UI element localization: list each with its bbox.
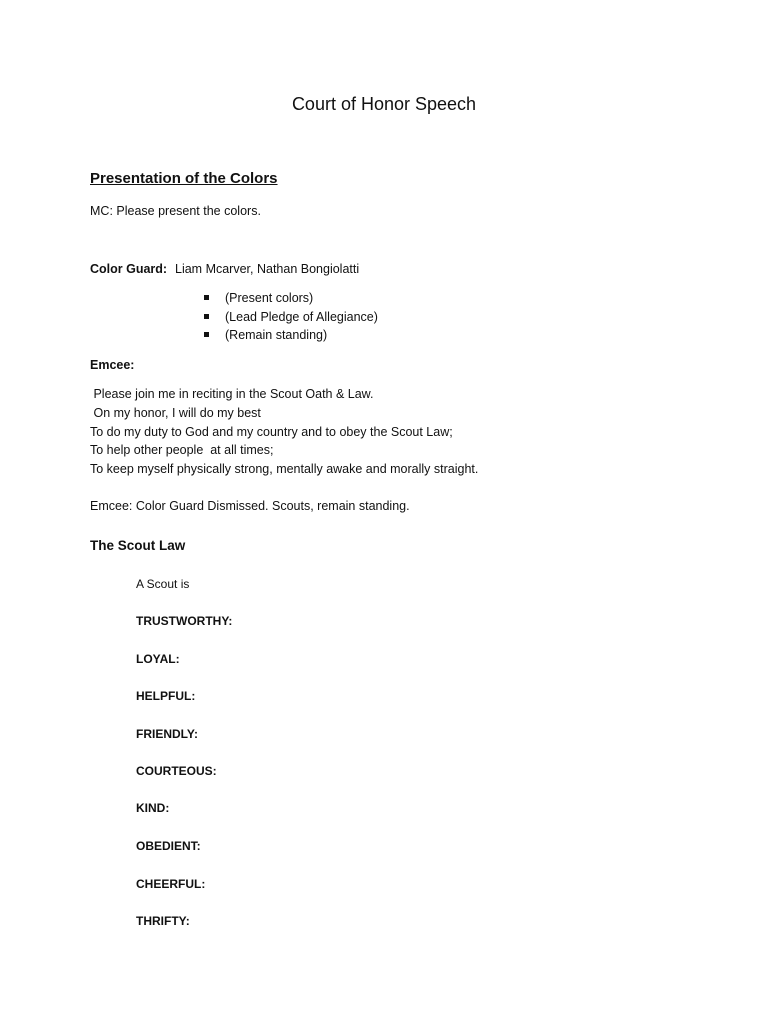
bullet-item xyxy=(204,310,378,324)
scout-law-item: OBEDIENT: xyxy=(136,839,201,853)
scout-law-item: HELPFUL: xyxy=(136,689,196,703)
scout-law-intro: A Scout is xyxy=(136,577,190,591)
dismissal-line: Emcee: Color Guard Dismissed. Scouts, remain standing. xyxy=(90,499,410,513)
bullet-text: (Lead Pledge of Allegiance) xyxy=(225,310,378,324)
bullet-text: (Remain standing) xyxy=(225,328,328,342)
scout-law-item: LOYAL: xyxy=(136,652,180,666)
bullet-marker xyxy=(204,332,209,337)
oath-line: To help other people at all times; xyxy=(90,443,274,457)
scout-law-item: TRUSTWORTHY: xyxy=(136,614,233,628)
bullet-marker xyxy=(204,295,209,300)
document-title: Court of Honor Speech xyxy=(291,94,477,114)
scout-law-heading: The Scout Law xyxy=(90,538,186,553)
section-heading-presentation: Presentation of the Colors xyxy=(90,170,278,187)
bullet-item xyxy=(204,328,327,342)
oath-line: On my honor, I will do my best xyxy=(90,406,261,420)
mc-line: MC: Please present the colors. xyxy=(90,204,261,218)
scout-law-item: FRIENDLY: xyxy=(136,727,199,741)
oath-line: Please join me in reciting in the Scout Oath & Law. xyxy=(90,387,374,401)
color-guard-label: Color Guard: xyxy=(90,262,168,276)
emcee-label: Emcee: xyxy=(90,358,135,372)
scout-law-item: KIND: xyxy=(136,801,170,815)
oath-line: To do my duty to God and my country and to obey the Scout Law; xyxy=(90,425,453,439)
bullet-item xyxy=(204,291,313,305)
scout-law-item: CHEERFUL: xyxy=(136,877,206,891)
bullet-marker xyxy=(204,314,209,319)
oath-line: To keep myself physically strong, mentally awake and morally straight. xyxy=(90,462,479,476)
bullet-text: (Present colors) xyxy=(225,291,314,305)
color-guard-names: Liam Mcarver, Nathan Bongiolatti xyxy=(175,262,360,276)
scout-law-item: COURTEOUS: xyxy=(136,764,217,778)
scout-law-item: THRIFTY: xyxy=(136,914,190,928)
